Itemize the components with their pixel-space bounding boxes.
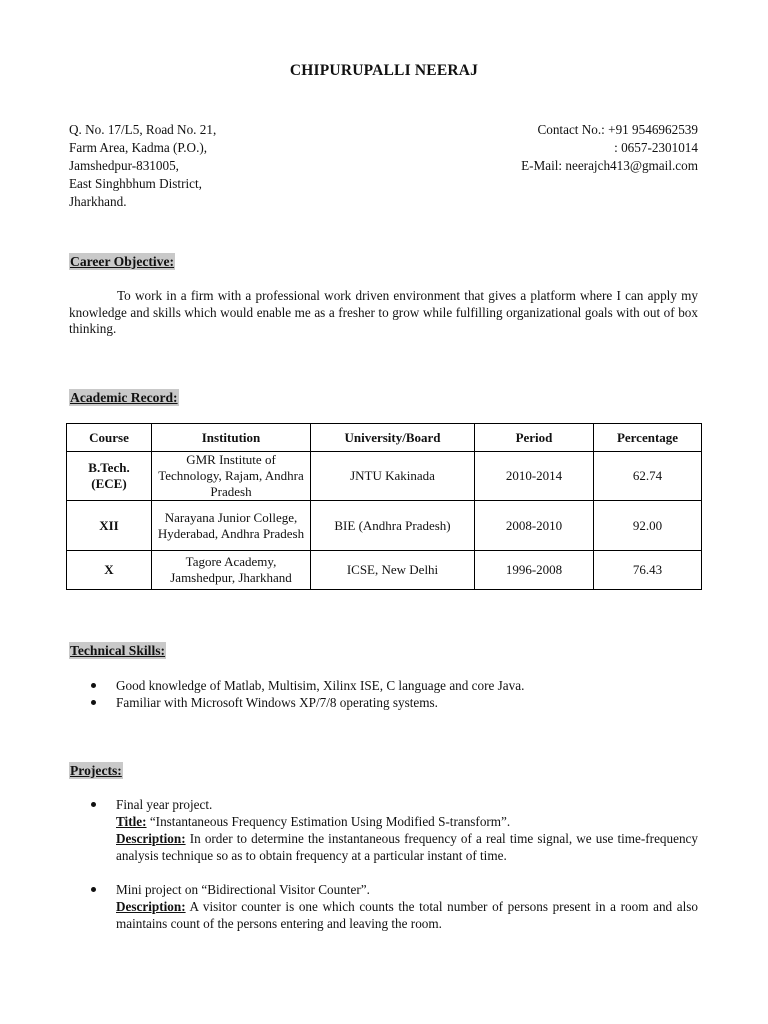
cell-board: JNTU Kakinada	[311, 452, 475, 501]
cell-institution: Tagore Academy, Jamshedpur, Jharkhand	[152, 551, 311, 590]
table-header-row	[67, 424, 702, 452]
title-label: Title:	[116, 814, 147, 829]
bullet-icon	[91, 683, 96, 688]
postal-address	[69, 121, 216, 211]
academic-record-heading	[69, 389, 179, 406]
cell-institution: Narayana Junior College, Hyderabad, Andhra Pradesh	[152, 501, 311, 551]
address-line: Farm Area, Kadma (P.O.),	[69, 140, 208, 155]
project-description	[116, 898, 698, 932]
contact-block	[521, 121, 698, 175]
description-label: Description:	[116, 831, 186, 846]
list-item	[69, 677, 698, 694]
cell-period: 2008-2010	[475, 501, 594, 551]
bullet-icon	[91, 802, 96, 807]
description-label: Description:	[116, 899, 186, 914]
technical-skills-heading	[69, 642, 166, 659]
academic-record-heading-text: Academic Record:	[70, 390, 178, 405]
cell-percentage: 92.00	[594, 501, 702, 551]
table-row	[67, 501, 702, 551]
cell-percentage: 62.74	[594, 452, 702, 501]
list-item	[69, 694, 698, 711]
project-intro: Final year project.	[116, 797, 213, 812]
cell-board: ICSE, New Delhi	[311, 551, 475, 590]
contact-phone-mobile: Contact No.: +91 9546962539	[537, 122, 698, 137]
candidate-name: CHIPURUPALLI NEERAJ	[289, 62, 479, 79]
bullet-icon	[91, 887, 96, 892]
cell-institution: GMR Institute of Technology, Rajam, Andhra Pradesh	[152, 452, 311, 501]
projects-heading	[69, 762, 123, 779]
cell-board: BIE (Andhra Pradesh)	[311, 501, 475, 551]
project-description-text: In order to determine the instantaneous frequency of a real time signal, we use time-frequency analysis technique so as to obtain frequency at a particular instant of time.	[116, 831, 699, 863]
projects-heading-text: Projects:	[70, 763, 122, 778]
cell-percentage: 76.43	[594, 551, 702, 590]
table-row	[67, 551, 702, 590]
project-intro: Mini project on “Bidirectional Visitor Counter”.	[116, 882, 370, 897]
career-objective-heading	[69, 253, 175, 270]
project-title: “Instantaneous Frequency Estimation Using Modified S-transform”.	[149, 814, 511, 829]
column-header-period: Period	[475, 424, 594, 452]
career-objective-heading-text: Career Objective:	[70, 254, 175, 269]
address-line: Jharkhand.	[69, 194, 127, 209]
bullet-icon	[91, 700, 96, 705]
table-row	[67, 452, 702, 501]
cell-course: X	[67, 551, 152, 590]
project-title-line	[116, 813, 698, 830]
column-header-institution: Institution	[152, 424, 311, 452]
address-line: East Singhbhum District,	[69, 176, 202, 191]
cell-course: B.Tech. (ECE)	[67, 452, 152, 501]
technical-skills-list	[69, 677, 698, 711]
technical-skills-heading-text: Technical Skills:	[70, 643, 166, 658]
cell-course: XII	[67, 501, 152, 551]
academic-record-table	[66, 423, 702, 590]
project-description-text: A visitor counter is one which counts the total number of persons present in a room and also maintains count of the persons entering and leaving the room.	[116, 899, 698, 931]
career-objective-text: To work in a firm with a professional work driven environment that gives a platform where I can apply my knowledge and skills which would enable me as a fresher to grow while fulfilling organizational goals with out of box thinking.	[69, 288, 698, 336]
project-final-year	[69, 796, 698, 864]
column-header-percentage: Percentage	[594, 424, 702, 452]
column-header-course: Course	[67, 424, 152, 452]
address-line: Jamshedpur-831005,	[69, 158, 179, 173]
list-item	[69, 796, 698, 864]
skill-text: Familiar with Microsoft Windows XP/7/8 operating systems.	[116, 695, 438, 710]
project-description	[116, 830, 698, 864]
list-item	[69, 881, 698, 932]
project-mini	[69, 881, 698, 932]
address-line: Q. No. 17/L5, Road No. 21,	[69, 122, 217, 137]
skill-text: Good knowledge of Matlab, Multisim, Xilinx ISE, C language and core Java.	[116, 678, 525, 693]
cell-period: 2010-2014	[475, 452, 594, 501]
column-header-board: University/Board	[311, 424, 475, 452]
contact-phone-landline: : 0657-2301014	[614, 140, 698, 155]
contact-email: E-Mail: neerajch413@gmail.com	[521, 158, 698, 173]
cell-period: 1996-2008	[475, 551, 594, 590]
